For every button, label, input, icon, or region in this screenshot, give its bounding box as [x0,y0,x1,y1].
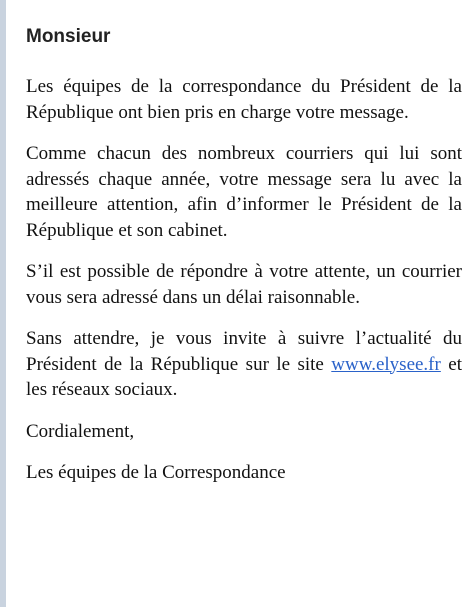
paragraph-attention: Comme chacun des nombreux courriers qui lui sont adressés chaque année, votre message sera lu avec la meilleure attention, afin d’informer le Président de la République et son cabinet. [26,143,462,241]
paragraph-follow [26,326,462,403]
closing: Cordialement, [26,420,135,442]
paragraph-follow-text: Sans attendre, je vous invite à suivre l’actualité du Président de la République sur le site [26,328,462,375]
paragraph-response: S’il est possible de répondre à votre attente, un courrier vous sera adressé dans un délai raisonnable. [26,261,462,308]
quote-border [0,0,6,607]
email-body [26,26,462,502]
signature: Les équipes de la Correspondance [26,462,286,483]
paragraph-acknowledgement: Les équipes de la correspondance du Président de la République ont bien pris en charge votre message. [26,76,462,123]
paragraph-follow-text-end: et les réseaux sociaux. [26,353,462,400]
greeting: Monsieur [26,26,111,47]
elysee-link[interactable]: www.elysee.fr [331,353,441,375]
